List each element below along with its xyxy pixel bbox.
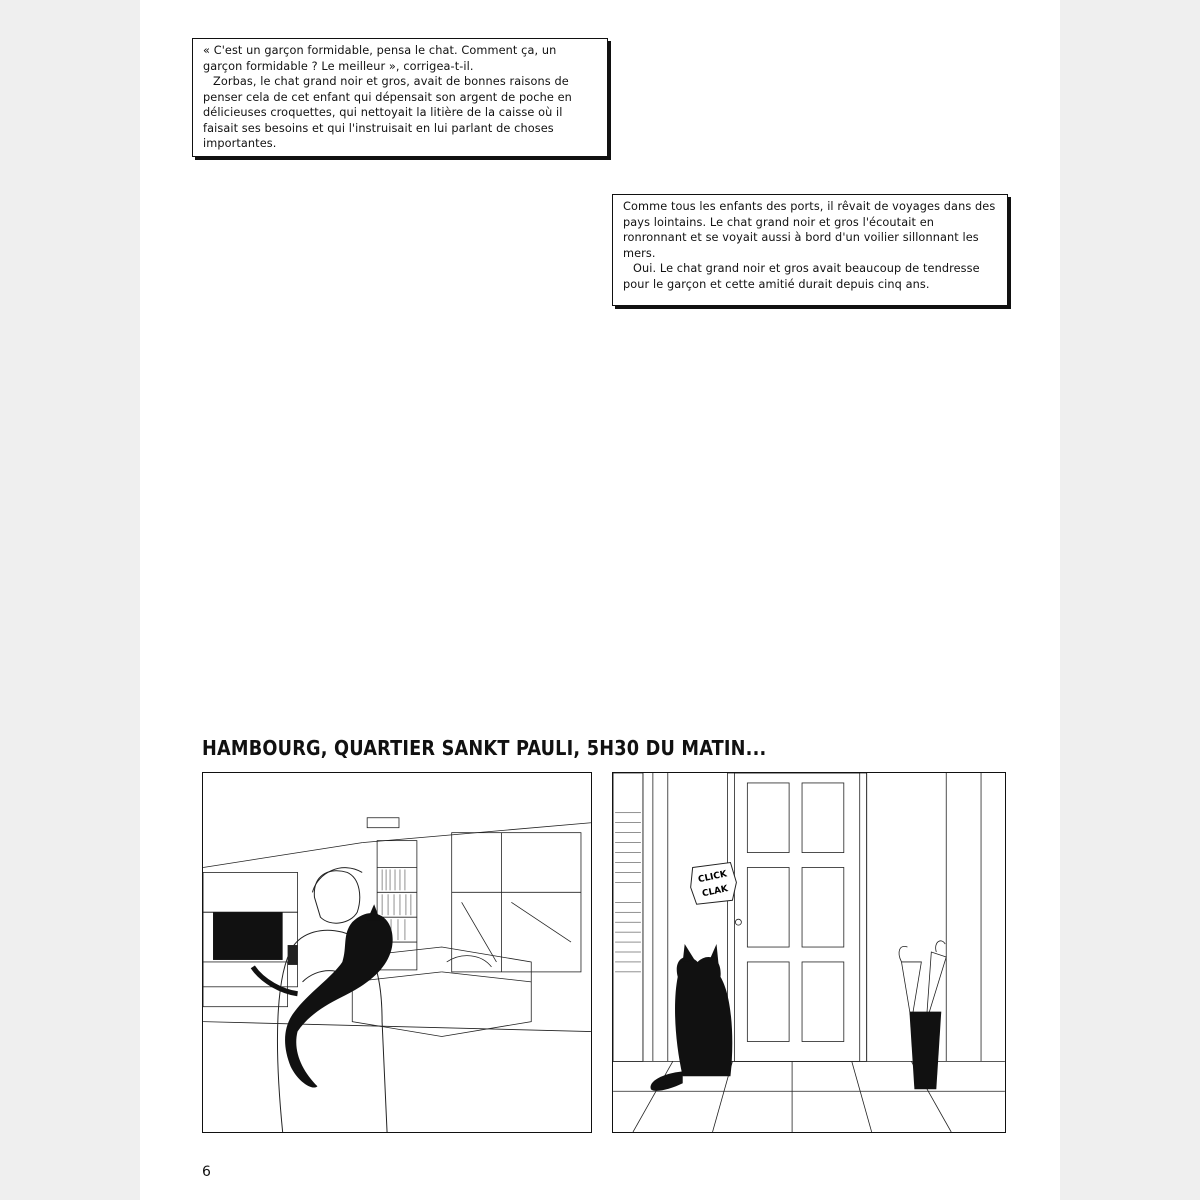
narration-box-1: [192, 38, 608, 157]
narration-paragraph: Zorbas, le chat grand noir et gros, avait de bonnes raisons de penser cela de cet enfant qui dépensait son argent de poche en délicieuses croquettes, qui nettoyait la litière de la caisse où il faisait ses besoins et qui l'instruisait en lui parlant de choses importantes.: [203, 75, 572, 150]
comic-page: [140, 0, 1060, 1200]
sfx-click: CLICK: [697, 869, 728, 886]
narration-paragraph: « C'est un garçon formidable, pensa le chat. Comment ça, un garçon formidable ? Le meilleur », corrigea-t-il.: [203, 44, 557, 73]
door-scene-illustration: [613, 773, 1005, 1132]
narration-paragraph: Oui. Le chat grand noir et gros avait beaucoup de tendresse pour le garçon et cette amitié durait depuis cinq ans.: [623, 262, 980, 291]
narration-box-2: [612, 194, 1008, 306]
living-room-illustration: [203, 773, 591, 1132]
page-number: 6: [202, 1164, 211, 1180]
narration-paragraph: Comme tous les enfants des ports, il rêvait de voyages dans des pays lointains. Le chat grand noir et gros l'écoutait en ronronnant et se voyait aussi à bord d'un voilier sillonnant les mers.: [623, 200, 996, 260]
location-caption: HAMBOURG, QUARTIER SANKT PAULI, 5H30 DU MATIN...: [202, 736, 767, 760]
sfx-clak: CLAK: [701, 884, 729, 900]
panel-living-room: [202, 772, 592, 1133]
panel-front-door: [612, 772, 1006, 1133]
